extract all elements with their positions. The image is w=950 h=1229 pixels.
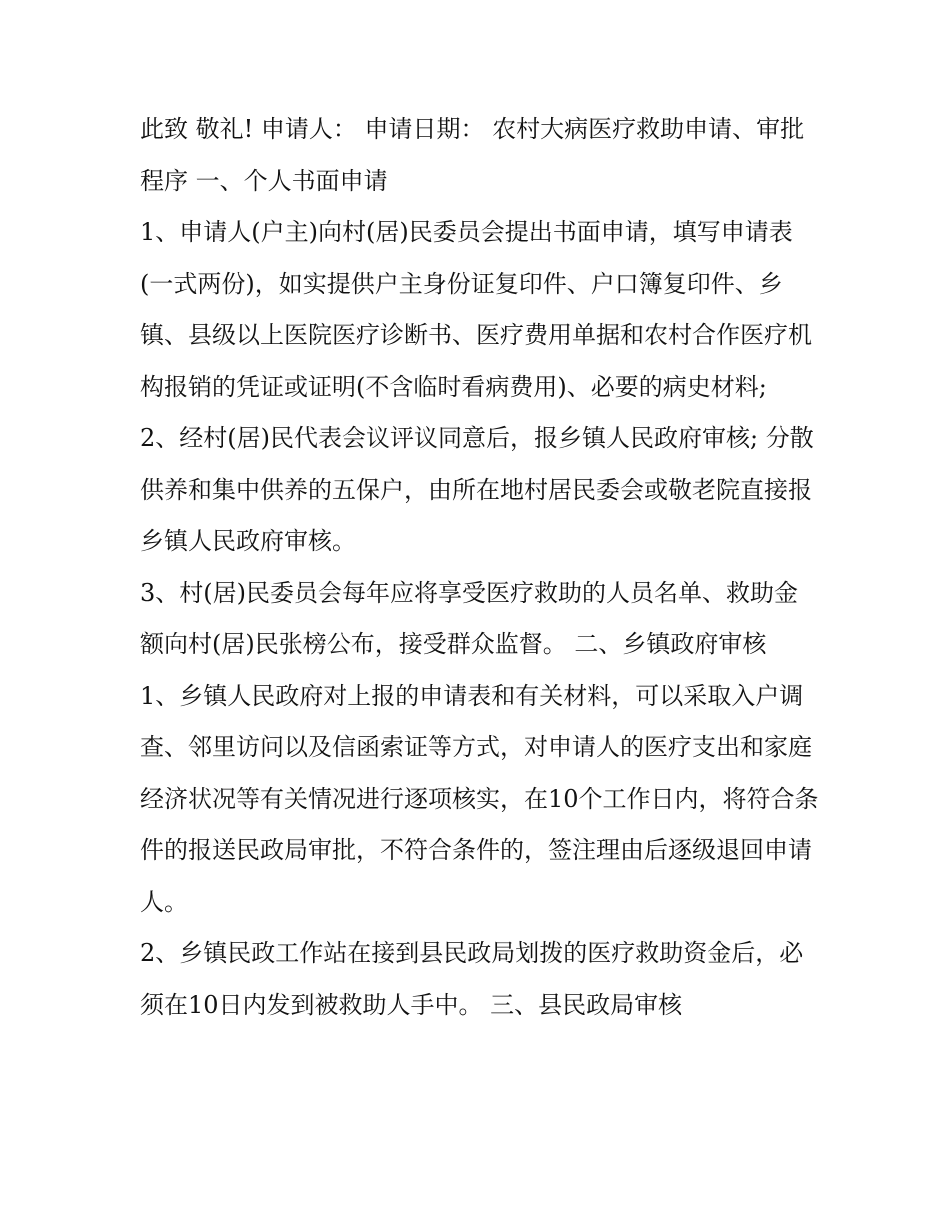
paragraph-step-1-3: 3、村(居)民委员会每年应将享受医疗救助的人员名单、救助金额向村(居)民张榜公布，接受群众监督。 二、乡镇政府审核 — [140, 578, 798, 658]
paragraph-step-2-1: 1、乡镇人民政府对上报的申请表和有关材料，可以采取入户调查、邻里访问以及信函索证等方式，对申请人的医疗支出和家庭经济状况等有关情况进行逐项核实，在10个工作日内，将符合条件的报送民政局审批，不符合条件的，签注理由后逐级退回申请人。 — [140, 681, 819, 916]
paragraph-step-1-2: 2、经村(居)民代表会议评议同意后，报乡镇人民政府审核; 分散供养和集中供养的五保户，由所在地村居民委会或敬老院直接报乡镇人民政府审核。 — [140, 424, 814, 555]
paragraph-step-2-2: 2、乡镇民政工作站在接到县民政局划拨的医疗救助资金后，必须在10日内发到被救助人手中。 三、县民政局审核 — [140, 939, 804, 1019]
document-body — [140, 104, 820, 1031]
paragraph-intro: 此致 敬礼! 申请人： 申请日期： 农村大病医疗救助申请、审批程序 一、个人书面申请 — [140, 115, 805, 195]
paragraph-step-1-1: 1、申请人(户主)向村(居)民委员会提出书面申请，填写申请表(一式两份)，如实提供户主身份证复印件、户口簿复印件、乡镇、县级以上医院医疗诊断书、医疗费用单据和农村合作医疗机构报销的凭证或证明(不含临时看病费用)、必要的病史材料; — [140, 218, 812, 401]
